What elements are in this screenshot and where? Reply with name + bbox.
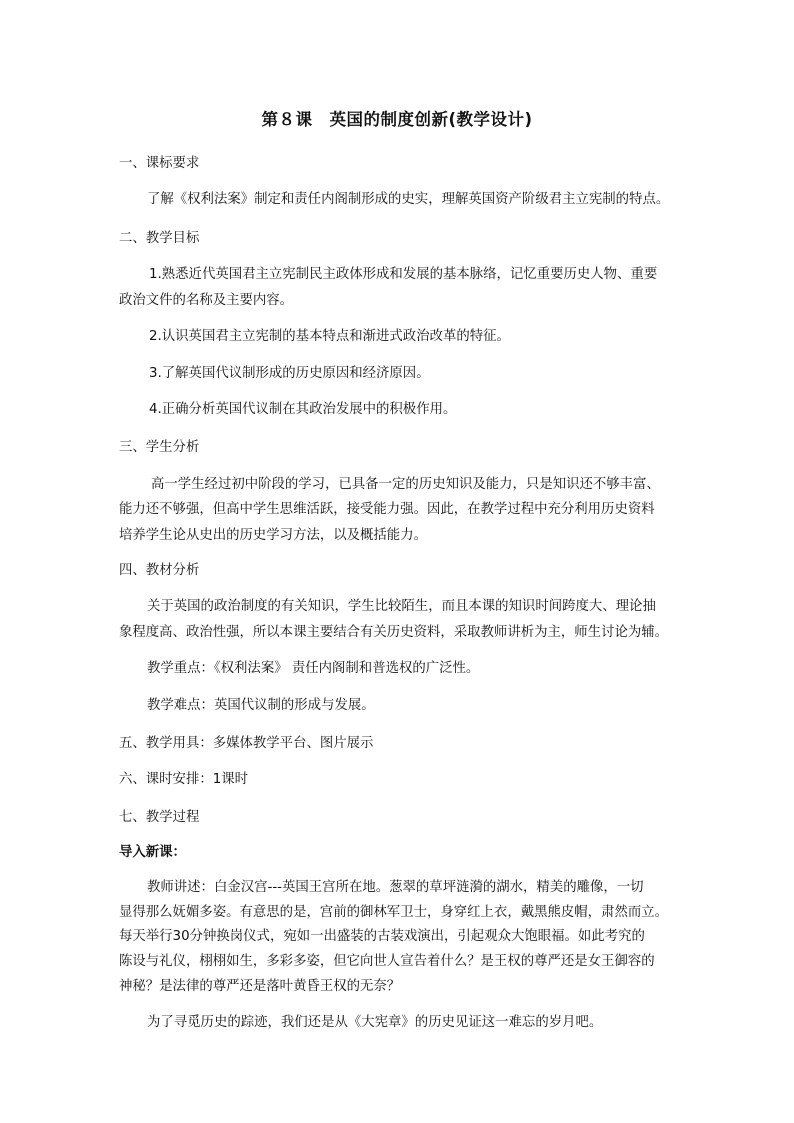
document-title: 第８课 英国的制度创新(教学设计) — [261, 110, 533, 129]
teaching-difficult-point: 教学难点：英国代议制的形成与发展。 — [147, 698, 375, 713]
student-analysis-line-1: 高一学生经过初中阶段的学习，已具备一定的历史知识及能力，只是知识还不够丰富、 — [151, 477, 660, 492]
section-3-heading: 三、学生分析 — [119, 440, 200, 455]
intro-heading: 导入新课： — [119, 845, 186, 860]
section-4-heading: 四、教材分析 — [119, 563, 200, 578]
goal-2: 2.认识英国君主立宪制的基本特点和渐进式政治改革的特征。 — [149, 329, 510, 344]
student-analysis-line-2: 能力还不够强，但高中学生思维活跃，接受能力强。因此，在教学过程中充分利用历史资料 — [119, 502, 655, 517]
section-7-heading: 七、教学过程 — [119, 810, 200, 825]
section-2-heading: 二、教学目标 — [119, 231, 200, 246]
teaching-key-point: 教学重点：《权利法案》 责任内阁制和普选权的广泛性。 — [147, 661, 480, 676]
intro-line-3: 每天举行30分钟换岗仪式，宛如一出盛装的古装戏演出，引起观众大饱眼福。如此考究的 — [119, 929, 645, 944]
textbook-analysis-line-1: 关于英国的政治制度的有关知识，学生比较陌生，而且本课的知识时间跨度大、理论抽 — [147, 599, 656, 614]
intro-line-5: 神秘？是法律的尊严还是落叶黄昏王权的无奈？ — [119, 979, 401, 994]
intro-line-1: 教师讲述：白金汉宫---英国王宫所在地。葱翠的草坪涟漪的湖水，精美的雕像，一切 — [147, 880, 644, 895]
closing-line: 为了寻觅历史的踪迹，我们还是从《大宪章》的历史见证这一难忘的岁月吧。 — [147, 1015, 603, 1030]
goal-1-line-1: 1.熟悉近代英国君主立宪制民主政体形成和发展的基本脉络，记忆重要历史人物、重要 — [149, 267, 658, 282]
intro-line-4: 陈设与礼仪，栩栩如生，多彩多姿，但它向世人宣告着什么？是王权的尊严还是女王御容的 — [119, 954, 655, 969]
goal-1-line-2: 政治文件的名称及主要内容。 — [119, 293, 294, 308]
intro-line-2: 显得那么妩媚多姿。有意思的是，宫前的御林军卫士，身穿红上衣，戴黑熊皮帽，肃然而立。 — [119, 905, 669, 920]
student-analysis-line-3: 培养学生论从史出的历史学习方法，以及概括能力。 — [119, 528, 427, 543]
goal-3: 3.了解英国代议制形成的历史原因和经济原因。 — [149, 366, 430, 381]
goal-4: 4.正确分析英国代议制在其政治发展中的积极作用。 — [149, 402, 457, 417]
section-1-text: 了解《权利法案》制定和责任内阁制形成的史实，理解英国资产阶级君主立宪制的特点。 — [147, 192, 670, 207]
section-1-heading: 一、课标要求 — [119, 156, 200, 171]
textbook-analysis-line-2: 象程度高、政治性强，所以本课主要结合有关历史资料，采取教师讲析为主，师生讨论为辅。 — [119, 625, 669, 640]
section-5-teaching-tools: 五、教学用具：多媒体教学平台、图片展示 — [119, 736, 374, 751]
section-6-class-hours: 六、课时安排：1课时 — [119, 772, 249, 787]
